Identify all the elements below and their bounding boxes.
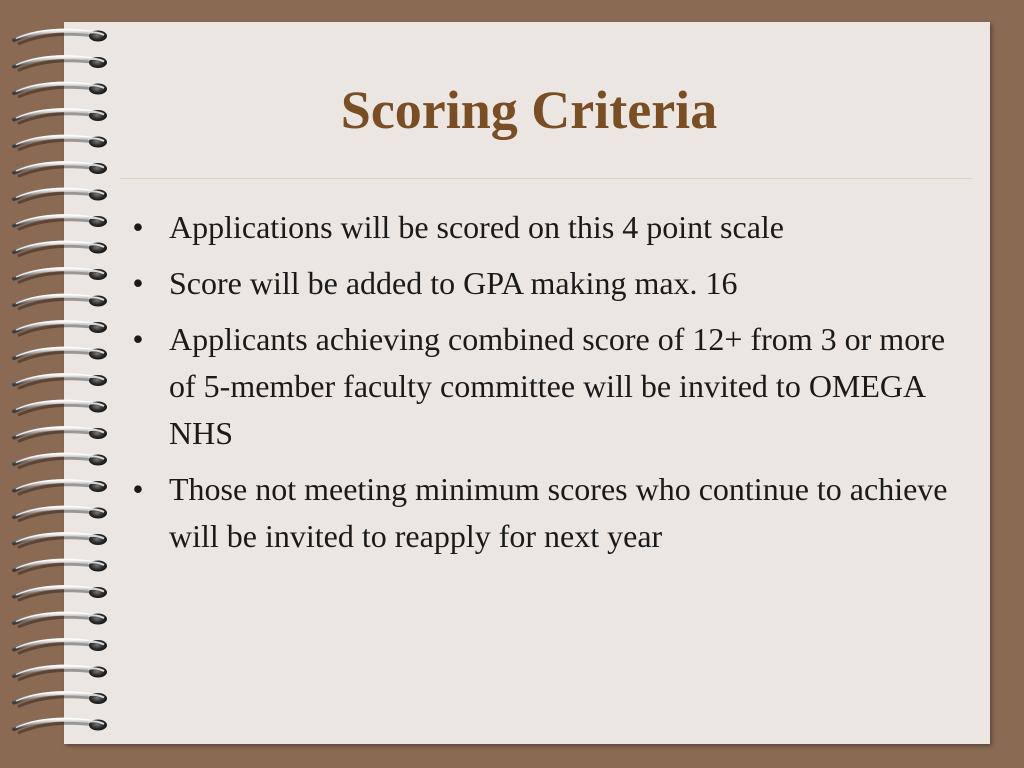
spiral-coil-icon — [14, 506, 107, 521]
bullet-text: Applicants achieving combined score of 12+ from 3 or more of 5-member faculty committee will be invited to OMEGA NHS — [169, 321, 946, 451]
bullet-dot-icon: • — [132, 471, 144, 507]
bullet-item — [126, 316, 966, 457]
spiral-coil-icon — [14, 480, 107, 495]
spiral-coil-icon — [14, 692, 107, 707]
title-divider — [120, 178, 972, 179]
bullet-text: Score will be added to GPA making max. 16 — [169, 265, 738, 301]
bullet-list — [126, 204, 966, 569]
spiral-coil-icon — [14, 453, 107, 468]
bullet-item — [126, 466, 966, 560]
spiral-coil-icon — [14, 268, 107, 283]
bullet-dot-icon: • — [132, 209, 144, 245]
bullet-text: Applications will be scored on this 4 point scale — [169, 209, 784, 245]
spiral-coil-icon — [14, 56, 107, 71]
spiral-coil-icon — [14, 374, 107, 389]
spiral-coil-icon — [14, 294, 107, 309]
spiral-coil-icon — [14, 665, 107, 680]
slide-title: Scoring Criteria — [340, 80, 718, 140]
spiral-coil-icon — [14, 533, 107, 548]
spiral-coil-icon — [14, 215, 107, 230]
bullet-dot-icon: • — [132, 265, 144, 301]
spiral-coil-icon — [14, 241, 107, 256]
spiral-coil-icon — [14, 188, 107, 203]
spiral-coil-icon — [14, 559, 107, 574]
spiral-coil-icon — [14, 347, 107, 362]
spiral-coil-icon — [14, 400, 107, 415]
spiral-coil-icon — [14, 718, 107, 733]
spiral-coil-icon — [14, 427, 107, 442]
spiral-coil-icon — [14, 586, 107, 601]
spiral-coil-icon — [14, 162, 107, 177]
bullet-item — [126, 204, 966, 251]
spiral-coil-icon — [14, 321, 107, 336]
bullet-item — [126, 260, 966, 307]
spiral-coil-icon — [14, 639, 107, 654]
spiral-coil-icon — [14, 612, 107, 627]
bullet-text: Those not meeting minimum scores who continue to achieve will be invited to reapply for next year — [169, 471, 948, 554]
spiral-coil-icon — [14, 29, 107, 44]
bullet-dot-icon: • — [132, 321, 144, 357]
